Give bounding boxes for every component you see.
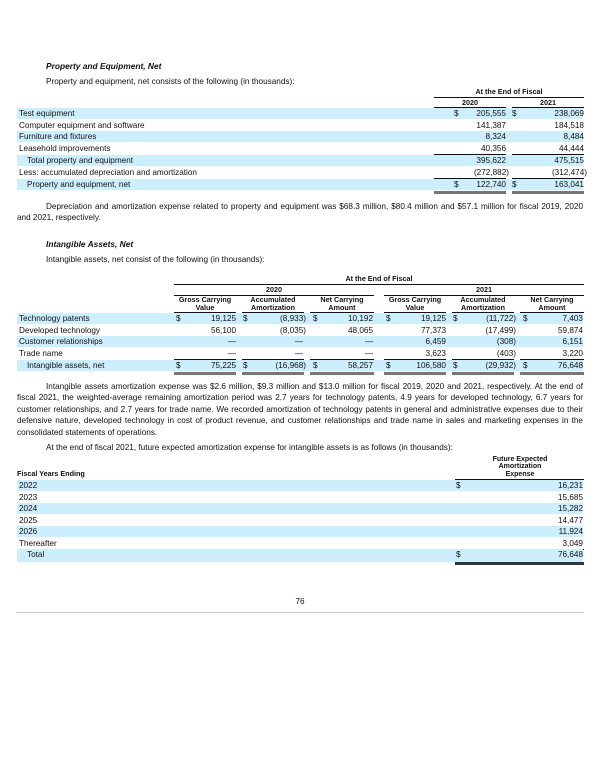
year-header-2020: 2020 <box>462 98 478 107</box>
row-label: Trade name <box>19 348 63 358</box>
currency-symbol: $ <box>512 180 517 189</box>
currency-symbol: $ <box>456 481 461 490</box>
row-label: Developed technology <box>19 325 101 335</box>
table-row <box>17 167 587 178</box>
value: — <box>227 348 236 358</box>
value-2021: 184,518 <box>554 120 584 130</box>
row-label: 2022 <box>19 481 38 490</box>
value: 10,192 <box>347 314 373 323</box>
fiscal-years-header: Fiscal Years Ending <box>17 469 85 478</box>
value-2020: 122,740 <box>476 180 506 189</box>
currency-symbol: $ <box>512 109 517 118</box>
property-intro: Property and equipment, net consists of the following (in thousands): <box>46 77 295 86</box>
value: 77,373 <box>420 325 446 335</box>
currency-symbol: $ <box>313 361 318 370</box>
value: 11,924 <box>558 527 583 536</box>
value-2021: 163,041 <box>554 180 584 189</box>
value: — <box>294 348 303 358</box>
value: 14,477 <box>557 515 583 525</box>
currency-symbol: $ <box>453 314 458 323</box>
row-label: Technology patents <box>19 314 90 323</box>
value-2021: 8,484 <box>563 132 584 141</box>
row-label: 2023 <box>19 492 38 502</box>
year-header-2020: 2020 <box>266 285 282 294</box>
currency-symbol: $ <box>523 314 528 323</box>
table-row <box>17 143 583 154</box>
row-label: Intangible assets, net <box>27 361 105 370</box>
value: — <box>364 337 373 346</box>
year-header-2021: 2021 <box>540 98 556 107</box>
value-2021: (312,474) <box>551 167 587 177</box>
property-group-header: At the End of Fiscal <box>475 87 543 96</box>
value: (11,722) <box>486 314 516 323</box>
currency-symbol: $ <box>453 361 458 370</box>
value-2021: 44,444 <box>558 143 584 153</box>
total-double-rule <box>512 191 584 194</box>
total-double-rule <box>310 372 374 375</box>
value-2021: 475,515 <box>554 156 584 165</box>
intangible-note: Intangible assets amortization expense was $2.6 million, $9.3 million and $13.0 million for fiscal 2019, 2020 and 2021, respectively. At the end of fiscal 2021, the weighted-average remaining amortization period was 2.7 years for technology patents, 4.9 years for developed technology, 6.7 years for customer relationships, and 2.7 years for trade name. We recorded amortization of technology patents in general and administrative expenses due to their defensive nature, developed technology in cost of product revenue, and customer relationships and trade name in sales and marketing expenses in the consolidated statements of operations. <box>17 382 583 437</box>
table-row <box>17 336 583 347</box>
table-row <box>17 108 583 119</box>
row-label: Leasehold improvements <box>19 143 111 153</box>
header-rule <box>174 284 584 285</box>
table-row <box>17 155 583 166</box>
table-row <box>17 503 583 514</box>
row-label: Less: accumulated depreciation and amortization <box>19 167 197 177</box>
currency-symbol: $ <box>386 314 391 323</box>
value: 76,648 <box>557 550 583 559</box>
value: — <box>364 348 373 358</box>
currency-symbol: $ <box>456 550 461 559</box>
col-header-gross-2020: Gross Carrying Value <box>178 295 232 313</box>
currency-symbol: $ <box>176 361 181 370</box>
table-row <box>17 120 583 131</box>
future-col-header: Future Expected Amortization Expense <box>492 456 548 478</box>
value: 106,580 <box>416 361 446 370</box>
value: (17,499) <box>485 325 516 335</box>
currency-symbol: $ <box>454 180 459 189</box>
property-note: Depreciation and amortization expense related to property and equipment was $68.3 million, $80.4 million and $57.1 million for fiscal 2019, 2020 and 2021, respectively. <box>17 202 583 223</box>
intangible-group-header: At the End of Fiscal <box>345 274 413 283</box>
row-label: Furniture and fixtures <box>19 132 97 141</box>
value-2020: 40,356 <box>480 143 506 153</box>
intangible-intro: Intangible assets, net consist of the following (in thousands): <box>46 255 265 264</box>
value: 15,282 <box>557 504 583 513</box>
table-row <box>17 492 583 503</box>
value: 3,220 <box>562 348 583 358</box>
currency-symbol: $ <box>176 314 181 323</box>
value: (403) <box>496 348 516 358</box>
row-label: Total property and equipment <box>27 156 134 165</box>
row-label: 2026 <box>19 527 38 536</box>
table-row <box>17 515 583 526</box>
value: 56,100 <box>210 325 236 335</box>
row-label: 2024 <box>19 504 38 513</box>
value-2021: 238,069 <box>554 109 584 118</box>
value: (29,932) <box>485 361 516 370</box>
total-double-rule <box>434 191 506 194</box>
total-double-rule <box>174 372 236 375</box>
value-2020: (272,882) <box>473 167 509 177</box>
total-double-rule <box>242 372 304 375</box>
value: 19,125 <box>420 314 446 323</box>
value-2020: 8,324 <box>485 132 506 141</box>
col-header-accum-2020: Accumulated Amortization <box>250 295 296 313</box>
total-double-rule <box>452 372 514 375</box>
value: — <box>227 337 236 346</box>
col-header-gross-2021: Gross Carrying Value <box>388 295 442 313</box>
currency-symbol: $ <box>313 314 318 323</box>
table-row <box>17 179 583 190</box>
table-row <box>17 313 583 324</box>
value: 76,648 <box>557 361 583 370</box>
table-row <box>17 131 583 142</box>
total-double-rule <box>384 372 446 375</box>
value: — <box>294 337 303 346</box>
currency-symbol: $ <box>386 361 391 370</box>
row-label: Property and equipment, net <box>27 180 131 189</box>
currency-symbol: $ <box>454 109 459 118</box>
total-double-rule <box>520 372 584 375</box>
value: 48,065 <box>347 325 373 335</box>
table-row <box>17 480 583 491</box>
col-header-net-2021: Net Carrying Amount <box>530 295 574 313</box>
year-header-2021: 2021 <box>476 285 492 294</box>
row-label: Test equipment <box>19 109 75 118</box>
value: (8,035) <box>280 325 306 335</box>
row-label: Thereafter <box>19 538 57 548</box>
value: 15,685 <box>557 492 583 502</box>
value: (8,933) <box>280 314 306 323</box>
value: 59,874 <box>557 325 583 335</box>
table-row <box>17 549 583 562</box>
currency-symbol: $ <box>243 314 248 323</box>
page-divider <box>16 612 584 613</box>
row-label: Computer equipment and software <box>19 120 145 130</box>
section-heading-intangible: Intangible Assets, Net <box>46 239 134 249</box>
table-row <box>17 325 583 336</box>
table-row <box>17 360 583 371</box>
value: 7,403 <box>562 314 583 323</box>
total-double-rule <box>455 562 584 565</box>
value: 3,049 <box>562 538 583 548</box>
col-header-net-2020: Net Carrying Amount <box>320 295 364 313</box>
row-label: 2025 <box>19 515 38 525</box>
value: 6,459 <box>425 337 446 346</box>
currency-symbol: $ <box>523 361 528 370</box>
row-label: Total <box>27 550 45 559</box>
value-2020: 141,387 <box>476 120 506 130</box>
value: 75,225 <box>210 361 236 370</box>
value: 58,257 <box>347 361 373 370</box>
value-2020: 205,555 <box>476 109 506 118</box>
section-heading-property: Property and Equipment, Net <box>46 61 162 71</box>
table-row <box>17 538 583 549</box>
future-intro: At the end of fiscal 2021, future expected amortization expense for intangible assets is as follows (in thousands): <box>46 443 453 452</box>
value: (16,968) <box>275 361 306 370</box>
value: 19,125 <box>210 314 236 323</box>
value: 6,151 <box>562 337 583 346</box>
col-header-accum-2021: Accumulated Amortization <box>460 295 506 313</box>
value-2020: 395,622 <box>476 156 506 165</box>
table-row <box>17 526 583 537</box>
value: 16,231 <box>557 481 583 490</box>
value: (308) <box>496 337 516 346</box>
value: 3,623 <box>425 348 446 358</box>
row-label: Customer relationships <box>19 337 103 346</box>
table-row <box>17 348 583 359</box>
page-number: 76 <box>295 597 305 606</box>
currency-symbol: $ <box>243 361 248 370</box>
